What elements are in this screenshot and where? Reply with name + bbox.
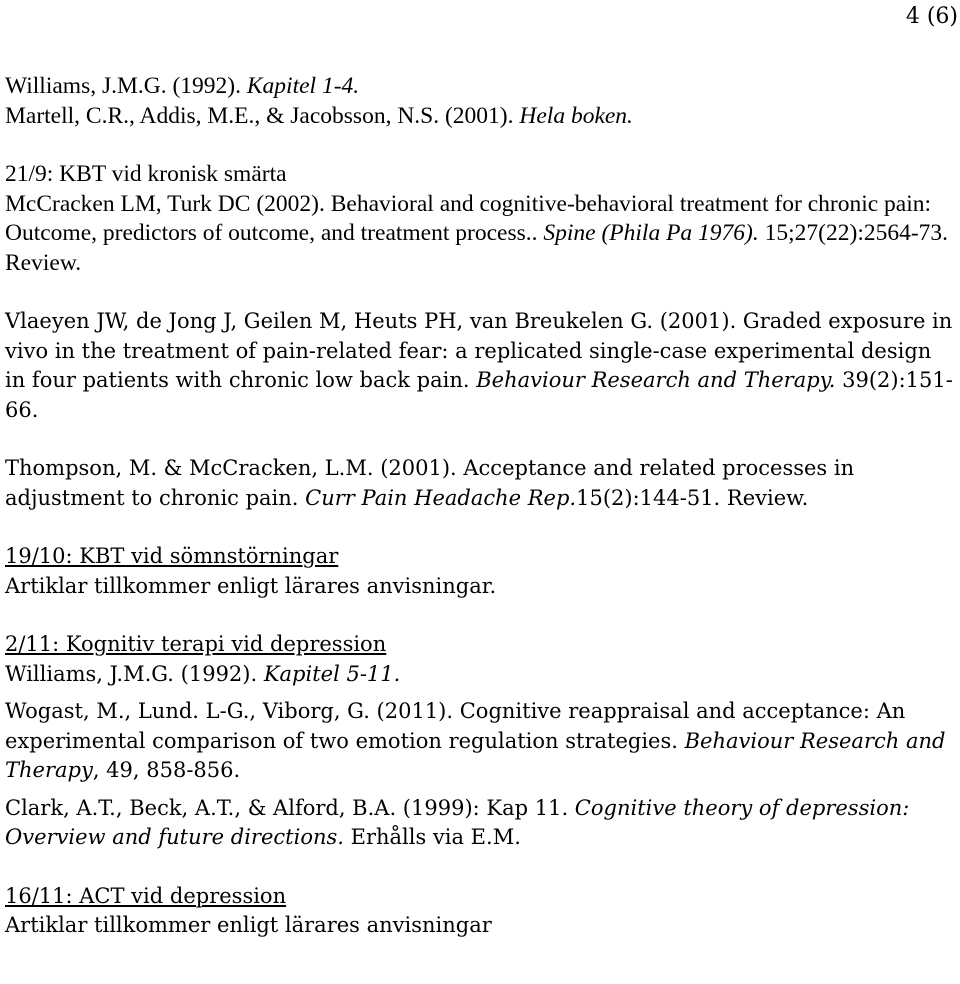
session-heading-act: 16/11: ACT vid depression <box>5 883 287 908</box>
reference-title: Kapitel 5-11. <box>263 661 401 686</box>
reference-text: Wogast, M., Lund. L-G., Viborg, G. (2011). Cognitive reappraisal and acceptance: An experimental comparison of two emotion regulation strategies. <box>5 699 906 753</box>
reference-authors: Martell, C.R., Addis, M.E., & Jacobsson, N.S. (2001). <box>5 102 520 129</box>
session-heading-somnstorningar: 19/10: KBT vid sömnstörningar <box>5 544 339 568</box>
reference-tail: Erhålls via E.M. <box>343 825 521 849</box>
reference-clark-1999 <box>5 794 955 853</box>
reference-martell-2001 <box>5 102 955 132</box>
note-artiklar-1: Artiklar tillkommer enligt lärares anvisningar. <box>5 573 497 598</box>
reference-text: Vlaeyen JW, de Jong J, Geilen M, Heuts PH, van Breukelen G. (2001). Graded exposure in vivo in the treatment of pain-related fear: a replicated single-case experimental design in four patients with chronic low back pain. <box>5 309 953 392</box>
reference-williams-1992-a <box>5 72 955 102</box>
reference-authors: Williams, J.M.G. (1992). <box>5 73 247 99</box>
reference-journal: Spine (Phila Pa 1976). <box>543 220 759 246</box>
reference-tail: 15;27(22):2564-73. Review. <box>5 220 949 276</box>
note-artiklar-2: Artiklar tillkommer enligt lärares anvisningar <box>5 913 492 937</box>
reference-tail: 39(2):151-66. <box>5 368 953 422</box>
session-heading-depression: 2/11: Kognitiv terapi vid depression <box>5 632 387 656</box>
reference-text: Thompson, M. & McCracken, L.M. (2001). Acceptance and related processes in adjustment to chronic pain. <box>5 456 855 510</box>
reference-wogast-2011 <box>5 697 955 786</box>
reference-text: McCracken LM, Turk DC (2002). Behavioral and cognitive-behavioral treatment for chronic pain: Outcome, predictors of outcome, and treatment process.. <box>5 190 932 246</box>
session-heading-kronisk-smarta: 21/9: KBT vid kronisk smärta <box>5 161 287 187</box>
reference-title: Hela boken. <box>519 102 633 129</box>
reference-journal: Behaviour Research and Therapy. <box>476 368 836 392</box>
reference-journal: Curr Pain Headache Rep. <box>305 485 577 510</box>
reference-tail: , 49, 858-856. <box>92 758 241 782</box>
reference-williams-1992-b <box>5 660 955 690</box>
reference-text: Clark, A.T., Beck, A.T., & Alford, B.A. (1999): Kap 11. <box>5 795 575 820</box>
page-number: 4 (6) <box>905 4 958 29</box>
reference-vlaeyen-2001 <box>5 307 955 425</box>
reference-journal: Behaviour Research and Therapy <box>5 728 946 782</box>
reference-authors: Williams, J.M.G. (1992). <box>5 661 264 686</box>
reference-thompson-2001 <box>5 454 955 513</box>
reference-tail: 15(2):144-51. Review. <box>576 485 809 510</box>
reference-mccracken-2002 <box>5 190 955 279</box>
reference-book: Cognitive theory of depression: Overview and future directions. <box>5 795 910 849</box>
reading-list <box>5 72 955 941</box>
reference-title: Kapitel 1-4. <box>246 73 360 99</box>
